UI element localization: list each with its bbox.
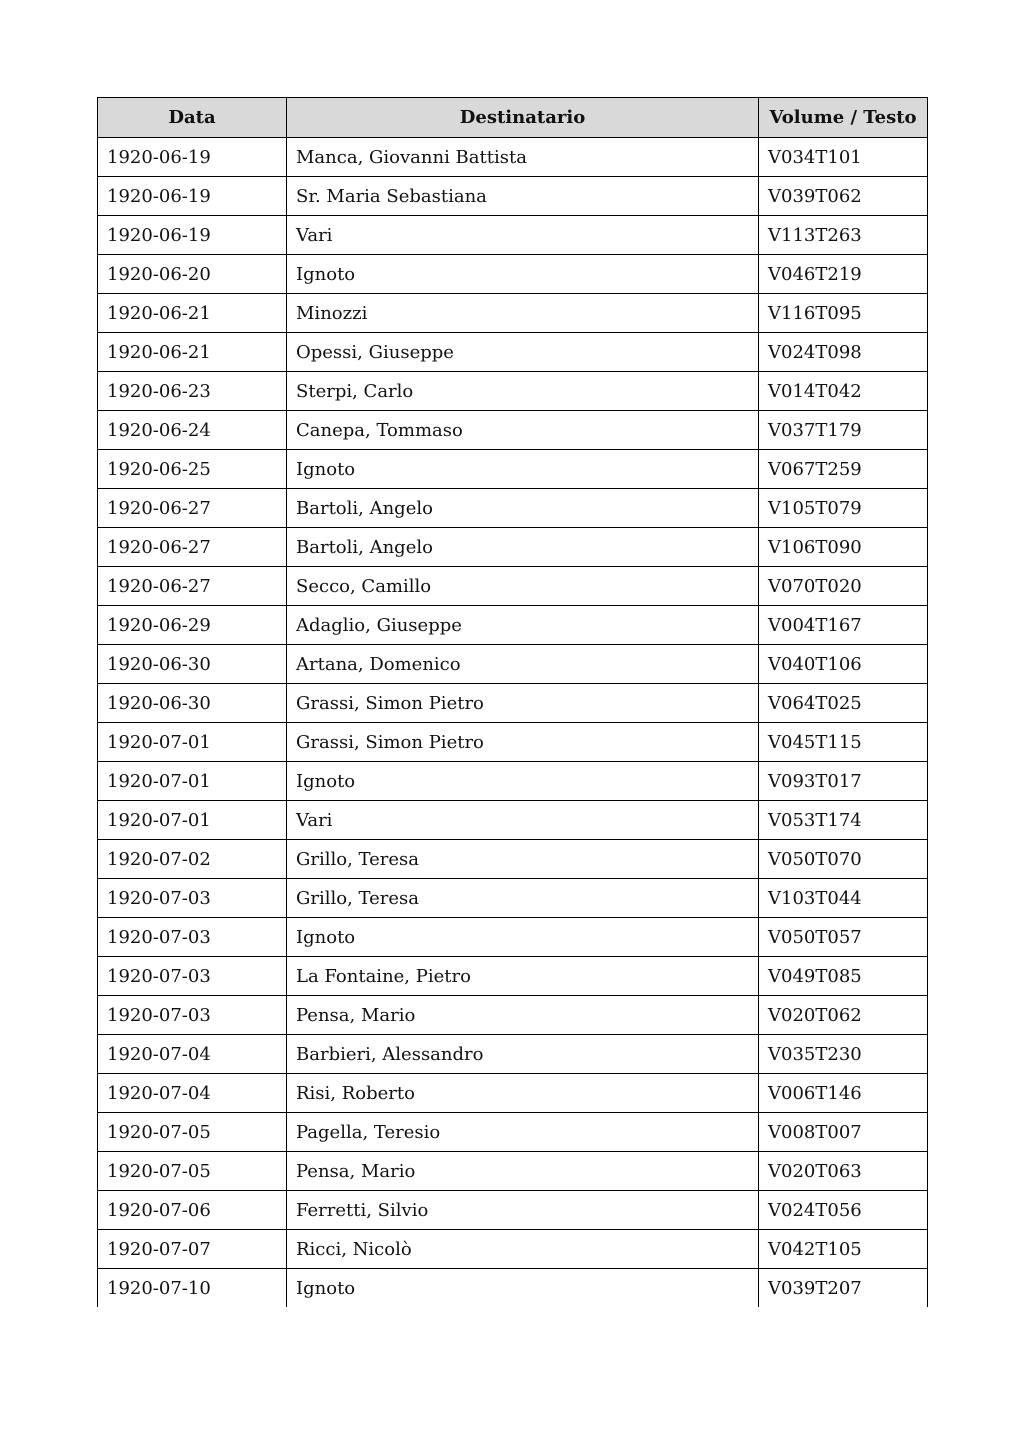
- table-row: [98, 1191, 928, 1230]
- cell-volume-text: V040T106: [759, 645, 928, 684]
- table-row: [98, 528, 928, 567]
- cell-date: 1920-06-27: [98, 489, 287, 528]
- table-row: [98, 177, 928, 216]
- cell-date: 1920-06-19: [98, 138, 287, 177]
- cell-date: 1920-06-30: [98, 645, 287, 684]
- cell-date: 1920-07-03: [98, 996, 287, 1035]
- cell-volume-text: V116T095: [759, 294, 928, 333]
- cell-recipient: Minozzi: [287, 294, 759, 333]
- table-row: [98, 684, 928, 723]
- cell-recipient: Sterpi, Carlo: [287, 372, 759, 411]
- cell-volume-text: V004T167: [759, 606, 928, 645]
- table-row: [98, 957, 928, 996]
- cell-volume-text: V008T007: [759, 1113, 928, 1152]
- cell-date: 1920-06-19: [98, 177, 287, 216]
- table-row: [98, 645, 928, 684]
- cell-recipient: Grillo, Teresa: [287, 879, 759, 918]
- cell-volume-text: V113T263: [759, 216, 928, 255]
- table-row: [98, 723, 928, 762]
- cell-date: 1920-06-19: [98, 216, 287, 255]
- table-row: [98, 411, 928, 450]
- table-row: [98, 216, 928, 255]
- cell-recipient: Risi, Roberto: [287, 1074, 759, 1113]
- cell-volume-text: V024T098: [759, 333, 928, 372]
- cell-recipient: Grassi, Simon Pietro: [287, 684, 759, 723]
- cell-date: 1920-07-01: [98, 723, 287, 762]
- cell-recipient: Secco, Camillo: [287, 567, 759, 606]
- cell-volume-text: V105T079: [759, 489, 928, 528]
- table-row: [98, 489, 928, 528]
- table-row: [98, 840, 928, 879]
- cell-date: 1920-07-04: [98, 1074, 287, 1113]
- table-row: [98, 996, 928, 1035]
- table-body: [98, 138, 928, 1308]
- cell-recipient: Ignoto: [287, 450, 759, 489]
- cell-volume-text: V037T179: [759, 411, 928, 450]
- cell-recipient: Artana, Domenico: [287, 645, 759, 684]
- cell-date: 1920-07-04: [98, 1035, 287, 1074]
- cell-volume-text: V067T259: [759, 450, 928, 489]
- header-volume-text: Volume / Testo: [759, 98, 928, 138]
- cell-recipient: Vari: [287, 216, 759, 255]
- cell-recipient: Manca, Giovanni Battista: [287, 138, 759, 177]
- table-row: [98, 1074, 928, 1113]
- header-date: Data: [98, 98, 287, 138]
- cell-volume-text: V024T056: [759, 1191, 928, 1230]
- table-row: [98, 333, 928, 372]
- cell-recipient: Sr. Maria Sebastiana: [287, 177, 759, 216]
- cell-date: 1920-07-03: [98, 879, 287, 918]
- cell-date: 1920-06-24: [98, 411, 287, 450]
- cell-recipient: Ignoto: [287, 918, 759, 957]
- cell-date: 1920-06-27: [98, 567, 287, 606]
- cell-volume-text: V103T044: [759, 879, 928, 918]
- cell-date: 1920-06-20: [98, 255, 287, 294]
- cell-volume-text: V020T063: [759, 1152, 928, 1191]
- cell-recipient: La Fontaine, Pietro: [287, 957, 759, 996]
- cell-volume-text: V042T105: [759, 1230, 928, 1269]
- cell-recipient: Ignoto: [287, 1269, 759, 1308]
- table-row: [98, 606, 928, 645]
- cell-volume-text: V020T062: [759, 996, 928, 1035]
- cell-date: 1920-06-21: [98, 294, 287, 333]
- table-header-row: [98, 98, 928, 138]
- cell-volume-text: V050T057: [759, 918, 928, 957]
- cell-recipient: Opessi, Giuseppe: [287, 333, 759, 372]
- cell-volume-text: V034T101: [759, 138, 928, 177]
- cell-recipient: Barbieri, Alessandro: [287, 1035, 759, 1074]
- cell-date: 1920-06-30: [98, 684, 287, 723]
- cell-volume-text: V064T025: [759, 684, 928, 723]
- cell-recipient: Vari: [287, 801, 759, 840]
- cell-date: 1920-07-01: [98, 801, 287, 840]
- cell-date: 1920-07-10: [98, 1269, 287, 1308]
- table-row: [98, 1269, 928, 1308]
- cell-date: 1920-07-02: [98, 840, 287, 879]
- cell-volume-text: V039T207: [759, 1269, 928, 1308]
- cell-volume-text: V035T230: [759, 1035, 928, 1074]
- cell-volume-text: V070T020: [759, 567, 928, 606]
- letters-table-container: [97, 97, 927, 1307]
- cell-recipient: Canepa, Tommaso: [287, 411, 759, 450]
- cell-date: 1920-07-03: [98, 918, 287, 957]
- table-row: [98, 372, 928, 411]
- table-row: [98, 1113, 928, 1152]
- cell-volume-text: V053T174: [759, 801, 928, 840]
- cell-volume-text: V006T146: [759, 1074, 928, 1113]
- cell-recipient: Pagella, Teresio: [287, 1113, 759, 1152]
- cell-recipient: Adaglio, Giuseppe: [287, 606, 759, 645]
- cell-date: 1920-07-03: [98, 957, 287, 996]
- cell-volume-text: V049T085: [759, 957, 928, 996]
- cell-recipient: Ignoto: [287, 255, 759, 294]
- table-row: [98, 255, 928, 294]
- table-row: [98, 450, 928, 489]
- cell-recipient: Ferretti, Silvio: [287, 1191, 759, 1230]
- cell-recipient: Grassi, Simon Pietro: [287, 723, 759, 762]
- cell-date: 1920-07-01: [98, 762, 287, 801]
- cell-volume-text: V046T219: [759, 255, 928, 294]
- table-row: [98, 1035, 928, 1074]
- cell-date: 1920-07-06: [98, 1191, 287, 1230]
- cell-date: 1920-06-27: [98, 528, 287, 567]
- cell-date: 1920-06-21: [98, 333, 287, 372]
- cell-date: 1920-07-05: [98, 1152, 287, 1191]
- cell-date: 1920-07-05: [98, 1113, 287, 1152]
- cell-date: 1920-07-07: [98, 1230, 287, 1269]
- cell-volume-text: V039T062: [759, 177, 928, 216]
- cell-volume-text: V106T090: [759, 528, 928, 567]
- table-row: [98, 294, 928, 333]
- cell-recipient: Pensa, Mario: [287, 996, 759, 1035]
- table-row: [98, 918, 928, 957]
- cell-recipient: Ignoto: [287, 762, 759, 801]
- cell-volume-text: V093T017: [759, 762, 928, 801]
- table-row: [98, 567, 928, 606]
- table-row: [98, 879, 928, 918]
- cell-date: 1920-06-25: [98, 450, 287, 489]
- header-recipient: Destinatario: [287, 98, 759, 138]
- table-row: [98, 1152, 928, 1191]
- cell-recipient: Pensa, Mario: [287, 1152, 759, 1191]
- letters-table: [97, 97, 928, 1307]
- cell-volume-text: V045T115: [759, 723, 928, 762]
- cell-recipient: Bartoli, Angelo: [287, 528, 759, 567]
- table-row: [98, 1230, 928, 1269]
- cell-volume-text: V050T070: [759, 840, 928, 879]
- cell-recipient: Grillo, Teresa: [287, 840, 759, 879]
- cell-volume-text: V014T042: [759, 372, 928, 411]
- table-row: [98, 138, 928, 177]
- table-row: [98, 762, 928, 801]
- cell-date: 1920-06-29: [98, 606, 287, 645]
- cell-date: 1920-06-23: [98, 372, 287, 411]
- cell-recipient: Bartoli, Angelo: [287, 489, 759, 528]
- table-row: [98, 801, 928, 840]
- cell-recipient: Ricci, Nicolò: [287, 1230, 759, 1269]
